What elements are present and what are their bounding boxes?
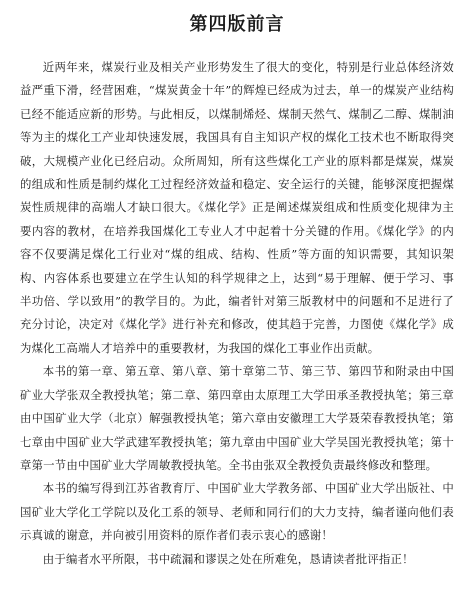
page-title: 第四版前言 [189,14,285,35]
preface-paragraph-1: 近两年来，煤炭行业及相关产业形势发生了很大的变化，特别是行业总体经济效益严重下滑，经营困难，“煤炭黄金十年”的辉煌已经成为过去，单一的煤炭产业结构已经不能适应新的形势。与此相反，以煤制烯烃、煤制天然气、煤制乙二醇、煤制油等为主的煤化工产业却快速发展，我国具有自主知识产权的煤化工技术也不断取得突破，大规模产业化已经启动。众所周知，所有这些煤化工产业的原料都是煤炭，煤炭的组成和性质是制约煤化工过程经济效益和稳定、安全运行的关键，能够深度把握煤炭性质规律的高端人才缺口很大。《煤化学》正是阐述煤炭组成和性质变化规律为主要内容的教材，在培养我国煤化工专业人才中起着十分关键的作用。《煤化学》的内容不仅要满足煤化工行业对“煤的组成、结构、性质”等方面的知识需要，其知识架构、内容体系也要建立在学生认知的科学规律之上，达到“易于理解、便于学习、事半功倍、学以致用”的教学目的。为此，编者针对第三版教材中的问题和不足进行了充分讨论，决定对《煤化学》进行补充和修改，使其趋于完善，力图使《煤化学》成为煤化工高端人才培养中的重要教材，为我国的煤化工事业作出贡献。 [20,60,454,355]
preface-paragraph-4: 由于编者水平所限，书中疏漏和谬误之处在所难免，恳请读者批评指正！ [42,551,414,566]
preface-paragraph-3: 本书的编写得到江苏省教育厅、中国矿业大学教务部、中国矿业大学出版社、中国矿业大学化工学院以及化工系的领导、老师和同行们的大力支持，编者谨向他们表示真诚的谢意，并向被引用资料的原作者们表示衷心的感谢！ [20,481,454,543]
preface-paragraph-2: 本书的第一章、第五章、第八章、第十章第二节、第三节、第四节和附录由中国矿业大学张双全教授执笔；第二章、第四章由太原理工大学田承圣教授执笔；第三章由中国矿业大学（北京）解强教授执笔；第六章由安徽理工大学聂荣春教授执笔；第七章由中国矿业大学武建军教授执笔；第九章由中国矿业大学吴国光教授执笔；第十章第一节由中国矿业大学周敏教授执笔。全书由张双全教授负责最终修改和整理。 [20,364,454,472]
